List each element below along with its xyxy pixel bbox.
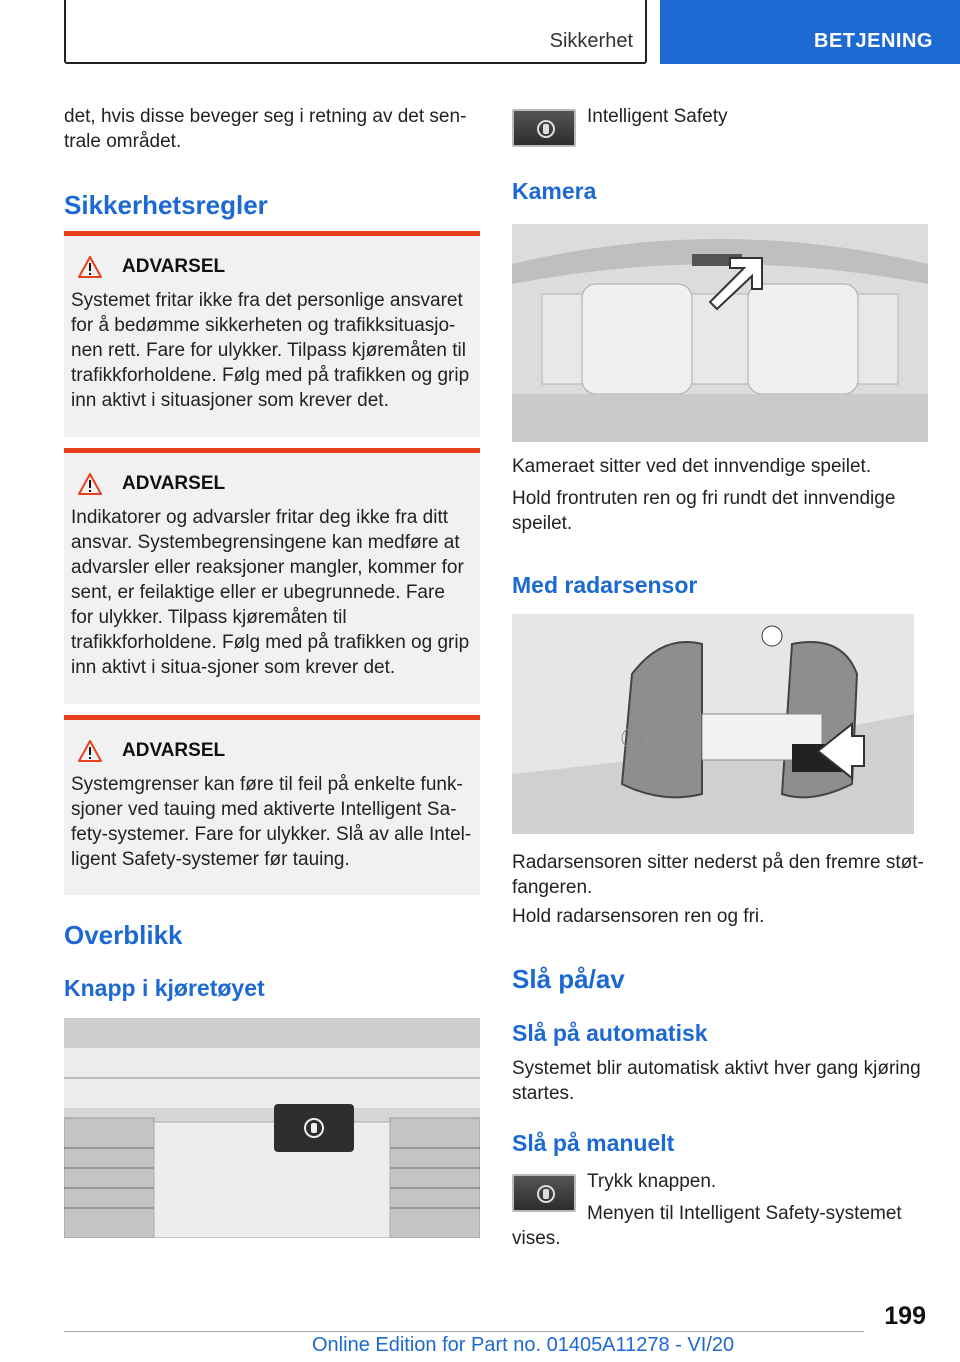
manual-paragraph-1: Trykk knappen. (587, 1171, 717, 1192)
warning-text: Systemgrenser kan føre til feil på enkelte funk-sjoner ved tauing med aktiverte Intelligent Sa-fety-systemer. Fare for ulykker. Slå av alle Intel-ligent Safety-systemer før tauing. (71, 774, 472, 870)
warning-triangle-icon (78, 256, 102, 278)
radar-paragraph-2: Hold radarsensoren ren og fri. (512, 906, 765, 927)
heading-on-off: Slå på/av (512, 964, 625, 994)
manual-paragraph-2: Menyen til Intelligent Safety-systemet vises. (512, 1203, 902, 1249)
section-title: Sikkerhet (549, 30, 633, 52)
header-chapter-tab (660, 0, 960, 64)
chapter-title: BETJENING (814, 30, 933, 52)
warning-text: Indikatorer og advarsler fritar deg ikke fra ditt ansvar. Systembegrensingene kan medføre at advarsler eller reaksjoner mangler, kommer for sent, er feilaktige eller er ubegrunnede. Fare for ulykker. Tilpass kjøremåten til trafikkforholdene. Følg med på trafikken og grip inn aktivt i situa-sjoner som krever det. (71, 507, 470, 678)
radar-sensor-photo (512, 614, 914, 834)
warning-box-3 (64, 715, 480, 895)
page-number: 199 (884, 1302, 926, 1330)
warning-title: ADVARSEL (122, 473, 226, 494)
heading-camera: Kamera (512, 178, 597, 204)
heading-overview: Overblikk (64, 920, 183, 950)
warning-title: ADVARSEL (122, 740, 226, 761)
heading-button-in-vehicle: Knapp i kjøretøyet (64, 975, 265, 1001)
heading-radar: Med radarsensor (512, 572, 698, 598)
button-label: Intelligent Safety (587, 106, 728, 127)
auto-paragraph: Systemet blir automatisk aktivt hver gang kjøring startes. (512, 1058, 921, 1104)
camera-paragraph-2: Hold frontruten ren og fri rundt det innvendige speilet. (512, 488, 896, 534)
warning-triangle-icon (78, 740, 102, 762)
intelligent-safety-button-icon (512, 109, 576, 147)
heading-manual-on: Slå på manuelt (512, 1130, 675, 1156)
dashboard-button-photo (64, 1018, 480, 1238)
warning-triangle-icon (78, 473, 102, 495)
header-section-tab (64, 0, 647, 64)
warning-box-2 (64, 448, 480, 704)
camera-paragraph-1: Kameraet sitter ved det innvendige speilet. (512, 456, 872, 477)
heading-safety-rules: Sikkerhetsregler (64, 190, 268, 220)
warning-text: Systemet fritar ikke fra det personlige ansvaret for å bedømme sikkerheten og trafikksituasjo-nen rett. Fare for ulykker. Tilpass kjøremåten til trafikkforholdene. Følg med på trafikken og grip inn aktivt i situasjoner som krever det. (71, 290, 470, 411)
edition-text: Online Edition for Part no. 01405A11278 - VI/20 (312, 1334, 735, 1356)
footer-divider (64, 1331, 864, 1332)
warning-box-1 (64, 231, 480, 437)
camera-photo (512, 224, 928, 442)
heading-auto-on: Slå på automatisk (512, 1020, 708, 1046)
radar-paragraph-1: Radarsensoren sitter nederst på den fremre støt-fangeren. (512, 852, 924, 898)
warning-title: ADVARSEL (122, 256, 226, 277)
intro-paragraph: det, hvis disse beveger seg i retning av det sen- trale området. (64, 106, 467, 152)
intelligent-safety-icon (536, 119, 556, 139)
